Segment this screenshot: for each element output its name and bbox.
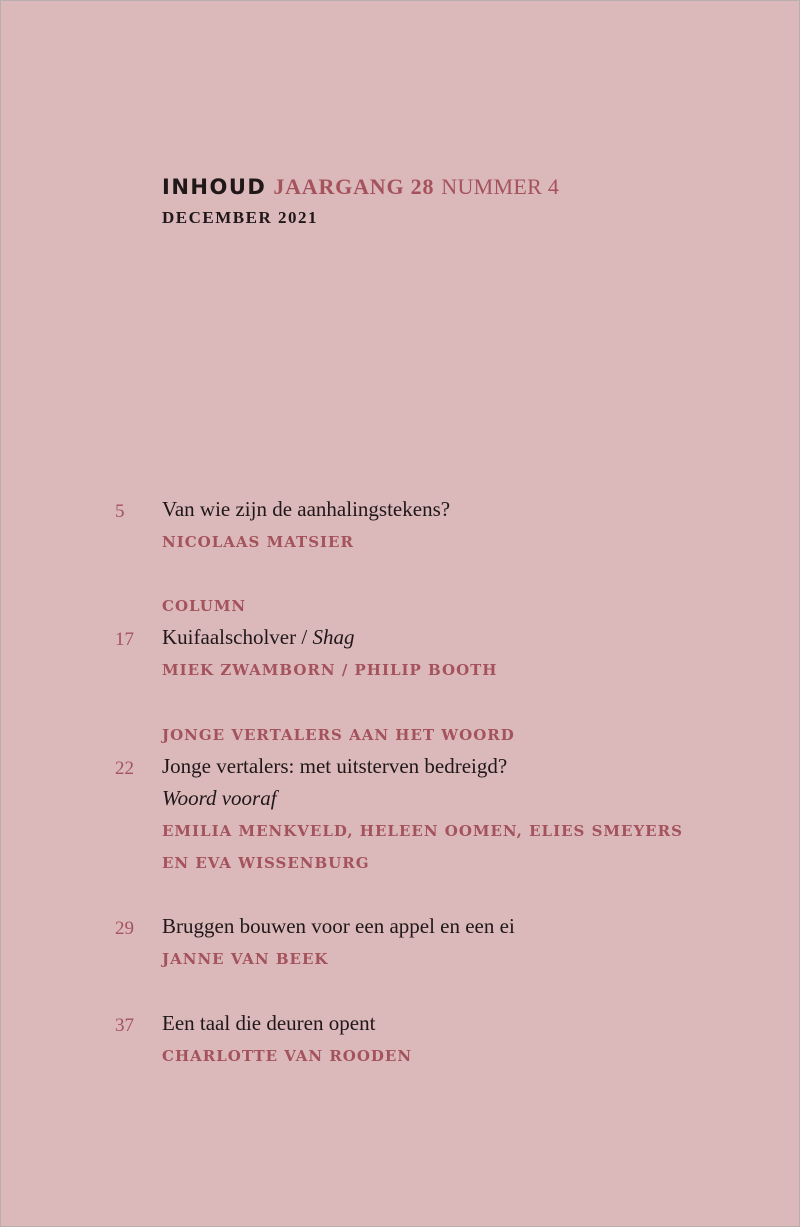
entry-author: NICOLAAS MATSIER [162,533,354,551]
section-heading: COLUMN [162,597,247,615]
entry-author: EMILIA MENKVELD, HELEEN OOMEN, ELIES SMEYERS [162,822,683,840]
entry-subtitle [162,786,277,811]
entry-title: Een taal die deuren opent [162,1011,376,1035]
entry-page-number: 37 [115,1015,134,1036]
issue-label: NUMMER 4 [441,174,560,199]
entry-author: JANNE VAN BEEK [162,950,329,968]
entry-title-italic: Shag [312,625,355,649]
entry-page-number: 22 [115,758,134,779]
entry-author: CHARLOTTE VAN ROODEN [162,1047,413,1065]
volume-label: JAARGANG 28 [273,174,435,199]
masthead [162,173,559,228]
masthead-title [162,173,559,202]
contents-label: INHOUD [162,175,267,199]
entry-title-main: Kuifaalscholver / [162,625,313,649]
entry-title: Bruggen bouwen voor een appel en een ei [162,914,515,938]
entry-author-continued: EN EVA WISSENBURG [162,854,370,872]
entry-subtitle-text: Woord vooraf [162,786,277,810]
entry-author: MIEK ZWAMBORN / PHILIP BOOTH [162,661,498,679]
entry-page-number: 5 [115,501,125,522]
entry-title: Jonge vertalers: met uitsterven bedreigd? [162,754,508,778]
entry-page-number: 29 [115,918,134,939]
section-heading: JONGE VERTALERS AAN HET WOORD [162,726,515,744]
entry-page-number: 17 [115,629,134,650]
issue-date: DECEMBER 2021 [162,208,318,227]
entry-title [162,625,354,650]
entry-title: Van wie zijn de aanhalingstekens? [162,497,451,521]
